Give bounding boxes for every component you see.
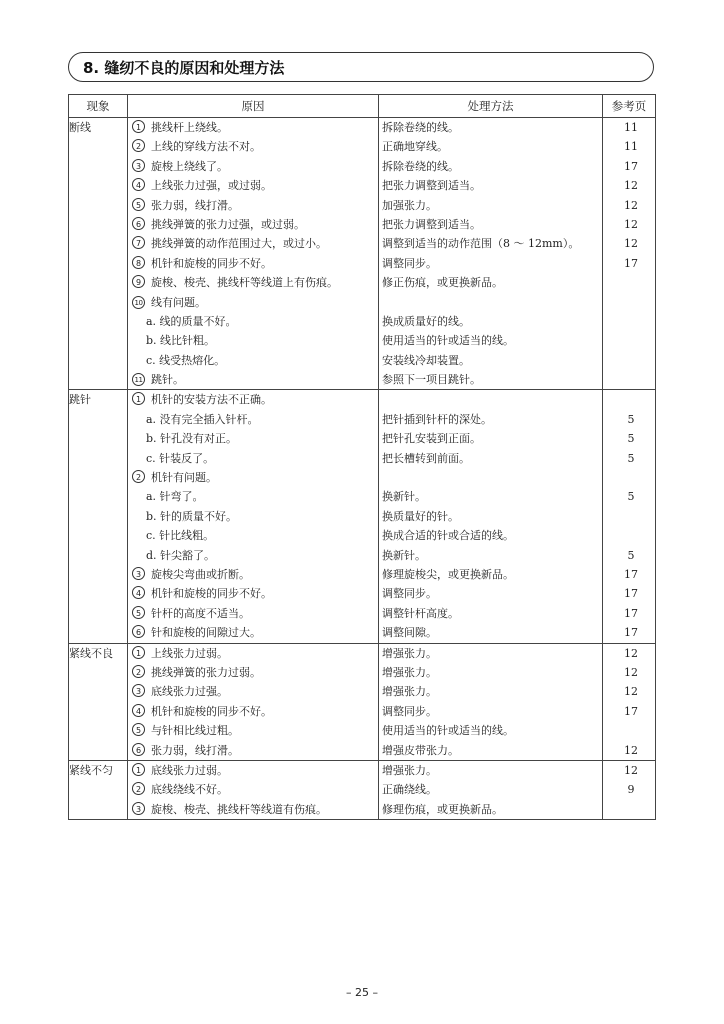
circled-number: 5: [132, 606, 145, 619]
cause-text: 机针和旋梭的同步不好。: [151, 256, 272, 270]
cause-text: 挑线杆上绕线。: [151, 121, 228, 134]
cause-cell: [128, 643, 379, 760]
cause-text: 旋梭、梭壳、挑线杆等线道有伤痕。: [151, 802, 327, 816]
cause-cell: [128, 390, 379, 643]
cause-item: [128, 157, 378, 176]
cause-text: 跳针。: [151, 373, 184, 387]
fix-cell: [379, 390, 603, 643]
cause-text: 机针和旋梭的同步不好。: [151, 704, 272, 718]
cause-item: [128, 507, 378, 526]
reference-page: 9: [627, 783, 635, 797]
circled-number: 1: [132, 763, 145, 776]
fix-text: 换新针。: [382, 490, 426, 504]
reference-page: 5: [627, 451, 635, 465]
symptom-label: 紧线不匀: [69, 763, 113, 777]
symptom-label: 紧线不良: [69, 646, 113, 660]
fix-text: 拆除卷绕的线。: [382, 159, 459, 173]
circled-number: 9: [132, 275, 145, 288]
circled-number: 1: [132, 646, 145, 659]
section-title-box: [68, 52, 654, 82]
table-header-row: [69, 95, 656, 118]
reference-page: 12: [624, 179, 638, 193]
circled-number: 10: [132, 296, 145, 309]
reference-page: [603, 526, 655, 545]
section-title: 8. 缝纫不良的原因和处理方法: [83, 59, 285, 77]
cause-item: [128, 780, 378, 799]
cause-item: [128, 682, 378, 701]
fix-text: [379, 468, 602, 487]
circled-number: 6: [132, 217, 145, 230]
circled-number: 3: [132, 159, 145, 172]
cause-item: [128, 312, 378, 331]
cause-item: [128, 702, 378, 721]
reference-page: 17: [624, 704, 638, 718]
circled-number: 3: [132, 802, 145, 815]
cause-text: 机针和旋梭的同步不好。: [151, 587, 272, 601]
cause-text: 底线绕线不好。: [151, 783, 228, 797]
circled-number: 1: [132, 392, 145, 405]
symptom-cell: [69, 643, 128, 760]
cause-item: [128, 487, 378, 506]
reference-page: 17: [624, 626, 638, 640]
cause-text: c. 线受热熔化。: [146, 353, 226, 367]
fix-text: 换质量好的针。: [382, 509, 459, 523]
fix-text: 正确地穿线。: [382, 140, 448, 154]
fix-text: 加强张力。: [382, 198, 437, 212]
page-number: – 25 –: [346, 986, 378, 999]
reference-page: [603, 273, 655, 292]
fix-text: 修理旋梭尖，或更换新品。: [382, 567, 514, 581]
cause-text: d. 针尖豁了。: [146, 548, 216, 562]
circled-number: 1: [132, 120, 145, 133]
fix-text: 安装线冷却装置。: [382, 353, 470, 367]
fix-cell: [379, 118, 603, 390]
cause-item: [128, 546, 378, 565]
cause-item: [128, 449, 378, 468]
cause-text: 与针相比线过粗。: [151, 724, 239, 738]
circled-number: 11: [132, 373, 145, 386]
cause-item: [128, 721, 378, 740]
reference-page: 5: [627, 490, 635, 504]
fix-text: [379, 390, 602, 409]
table-body: [69, 118, 656, 820]
cause-item: [128, 468, 378, 487]
cause-text: a. 没有完全插入针杆。: [146, 412, 259, 426]
cause-text: 机针有问题。: [151, 471, 217, 485]
reference-page: [603, 293, 655, 312]
fix-text: 换新针。: [382, 548, 426, 562]
reference-page: 17: [624, 606, 638, 620]
cause-item: [128, 273, 378, 292]
cause-item: [128, 565, 378, 584]
circled-number: 7: [132, 236, 145, 249]
fix-text: 使用适当的针或适当的线。: [382, 724, 514, 738]
header-cause: 原因: [128, 95, 379, 118]
fix-text: 参照下一项目跳针。: [382, 373, 481, 387]
fix-text: 换成合适的针或合适的线。: [382, 529, 514, 543]
header-reference-page: 参考页: [603, 95, 656, 118]
cause-item: [128, 176, 378, 195]
cause-text: 线有问题。: [151, 295, 206, 309]
circled-number: 4: [132, 178, 145, 191]
reference-page: 12: [624, 198, 638, 212]
reference-page: 17: [624, 256, 638, 270]
reference-page: 5: [627, 432, 635, 446]
fix-text: 增强张力。: [382, 646, 437, 660]
cause-item: [128, 293, 378, 312]
circled-number: 4: [132, 704, 145, 717]
fix-text: 增强张力。: [382, 763, 437, 777]
symptom-label: 断线: [69, 121, 91, 134]
cause-item: [128, 331, 378, 350]
table-row: [69, 390, 656, 643]
cause-item: [128, 741, 378, 760]
cause-item: [128, 390, 378, 409]
cause-text: 挑线弹簧的动作范围过大，或过小。: [151, 237, 327, 251]
cause-item: [128, 604, 378, 623]
cause-text: 张力弱，线打滑。: [151, 198, 239, 212]
cause-text: c. 针装反了。: [146, 451, 215, 465]
cause-text: 底线张力过强。: [151, 685, 228, 699]
reference-page: 12: [624, 665, 638, 679]
reference-page: 11: [624, 140, 638, 154]
fix-text: 调整针杆高度。: [382, 606, 459, 620]
cause-text: b. 针的质量不好。: [146, 509, 238, 523]
cause-text: 机针的安装方法不正确。: [151, 393, 272, 407]
cause-text: 底线张力过弱。: [151, 763, 228, 777]
reference-page-cell: [603, 390, 656, 643]
circled-number: 5: [132, 723, 145, 736]
symptom-label: 跳针: [69, 393, 91, 407]
reference-page: [603, 721, 655, 740]
fix-text: 把长槽转到前面。: [382, 451, 470, 465]
reference-page: [603, 370, 655, 389]
cause-item: [128, 761, 378, 780]
cause-text: 张力弱，线打滑。: [151, 743, 239, 757]
cause-text: a. 针弯了。: [146, 490, 204, 504]
cause-item: [128, 137, 378, 156]
cause-item: [128, 370, 378, 389]
reference-page: [603, 390, 655, 409]
fix-text: 正确绕线。: [382, 783, 437, 797]
reference-page: [603, 351, 655, 370]
circled-number: 2: [132, 782, 145, 795]
reference-page: 12: [624, 646, 638, 660]
circled-number: 3: [132, 684, 145, 697]
cause-item: [128, 118, 378, 137]
table-row: [69, 118, 656, 390]
circled-number: 8: [132, 256, 145, 269]
cause-item: [128, 351, 378, 370]
reference-page: 12: [624, 217, 638, 231]
cause-text: 旋梭上绕线了。: [151, 159, 228, 173]
reference-page: 12: [624, 237, 638, 251]
cause-item: [128, 410, 378, 429]
fix-text: 增强张力。: [382, 665, 437, 679]
table-row: [69, 760, 656, 819]
cause-text: 上线的穿线方法不对。: [151, 140, 261, 154]
cause-item: [128, 215, 378, 234]
fix-text: 使用适当的针或适当的线。: [382, 334, 514, 348]
reference-page: 12: [624, 763, 638, 777]
cause-item: [128, 663, 378, 682]
reference-page: [603, 312, 655, 331]
reference-page: [603, 800, 655, 819]
reference-page: 17: [624, 159, 638, 173]
reference-page: 12: [624, 685, 638, 699]
cause-item: [128, 800, 378, 819]
fix-text: 调整间隙。: [382, 626, 437, 640]
circled-number: 6: [132, 625, 145, 638]
reference-page-cell: [603, 643, 656, 760]
fix-text: 修正伤痕，或更换新品。: [382, 276, 503, 290]
circled-number: 2: [132, 139, 145, 152]
fix-text: 调整到适当的动作范围（8 ～ 12mm）。: [382, 237, 580, 251]
reference-page: 17: [624, 587, 638, 601]
fix-text: 把张力调整到适当。: [382, 217, 481, 231]
header-symptom: 现象: [69, 95, 128, 118]
fix-text: 修理伤痕，或更换新品。: [382, 802, 503, 816]
fix-text: 调整同步。: [382, 704, 437, 718]
cause-text: 针杆的高度不适当。: [151, 606, 250, 620]
reference-page: [603, 507, 655, 526]
fix-text: 增强皮带张力。: [382, 743, 459, 757]
circled-number: 4: [132, 586, 145, 599]
cause-text: 挑线弹簧的张力过强，或过弱。: [151, 217, 305, 231]
reference-page: 5: [627, 412, 635, 426]
cause-text: a. 线的质量不好。: [146, 314, 237, 328]
fix-text: 调整同步。: [382, 256, 437, 270]
symptom-cell: [69, 390, 128, 643]
cause-item: [128, 234, 378, 253]
cause-text: 上线张力过强，或过弱。: [151, 179, 272, 193]
reference-page: [603, 331, 655, 350]
cause-item: [128, 644, 378, 663]
cause-cell: [128, 118, 379, 390]
reference-page: 17: [624, 567, 638, 581]
cause-item: [128, 196, 378, 215]
circled-number: 6: [132, 743, 145, 756]
circled-number: 2: [132, 665, 145, 678]
reference-page: [603, 468, 655, 487]
cause-text: 上线张力过弱。: [151, 646, 228, 660]
cause-text: 针和旋梭的间隙过大。: [151, 626, 261, 640]
fix-text: 把针孔安装到正面。: [382, 432, 481, 446]
cause-text: b. 针孔没有对正。: [146, 432, 238, 446]
cause-item: [128, 526, 378, 545]
table-row: [69, 643, 656, 760]
reference-page: 11: [624, 121, 638, 134]
symptom-cell: [69, 118, 128, 390]
reference-page-cell: [603, 118, 656, 390]
fix-text: 增强张力。: [382, 685, 437, 699]
cause-item: [128, 429, 378, 448]
fix-cell: [379, 643, 603, 760]
cause-text: b. 线比针粗。: [146, 334, 216, 348]
circled-number: 5: [132, 198, 145, 211]
cause-text: 旋梭尖弯曲或折断。: [151, 567, 250, 581]
reference-page-cell: [603, 760, 656, 819]
symptom-cell: [69, 760, 128, 819]
fix-text: 把针插到针杆的深处。: [382, 412, 492, 426]
fix-text: 拆除卷绕的线。: [382, 121, 459, 134]
reference-page: 5: [627, 548, 635, 562]
cause-item: [128, 623, 378, 642]
cause-text: 挑线弹簧的张力过弱。: [151, 665, 261, 679]
cause-text: c. 针比线粗。: [146, 529, 215, 543]
cause-cell: [128, 760, 379, 819]
cause-text: 旋梭、梭壳、挑线杆等线道上有伤痕。: [151, 276, 338, 290]
troubleshooting-table: [68, 94, 656, 820]
cause-item: [128, 254, 378, 273]
header-fix: 处理方法: [379, 95, 603, 118]
fix-text: [379, 293, 602, 312]
circled-number: 3: [132, 567, 145, 580]
reference-page: 12: [624, 743, 638, 757]
cause-item: [128, 584, 378, 603]
fix-text: 调整同步。: [382, 587, 437, 601]
fix-text: 把张力调整到适当。: [382, 179, 481, 193]
circled-number: 2: [132, 470, 145, 483]
fix-cell: [379, 760, 603, 819]
fix-text: 换成质量好的线。: [382, 314, 470, 328]
